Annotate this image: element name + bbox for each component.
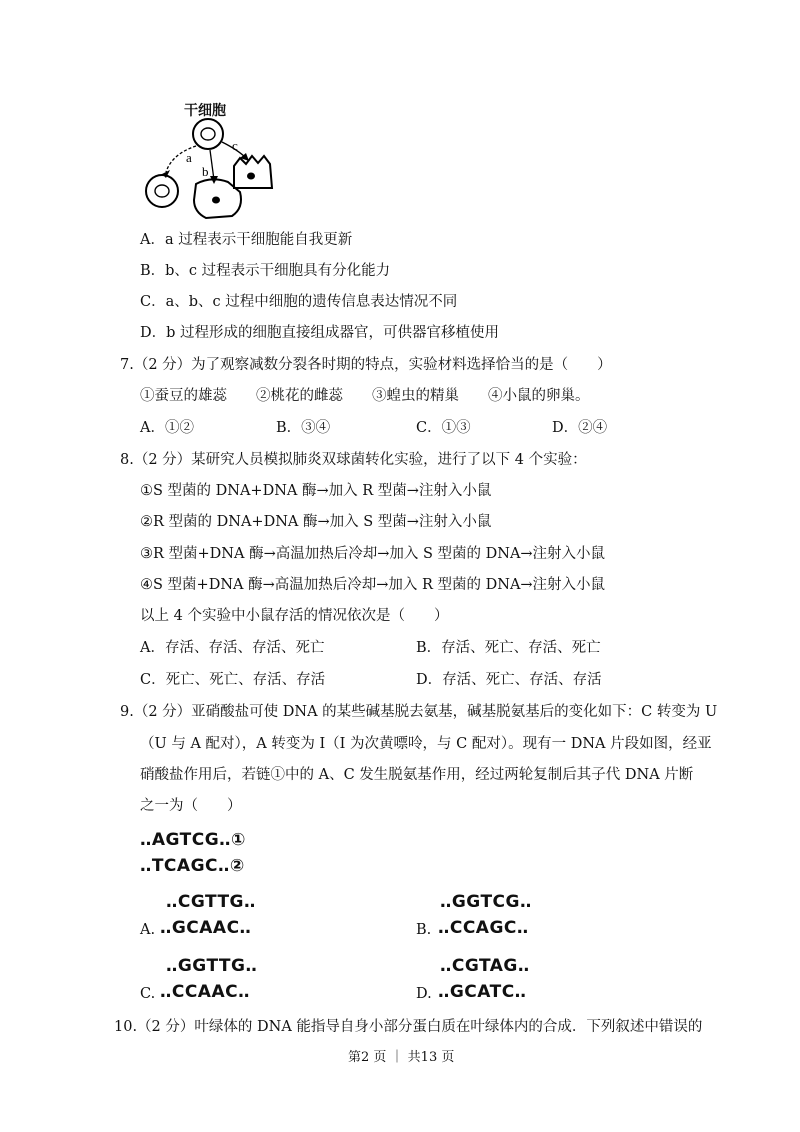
q9-line-3: 硝酸盐作用后，若链①中的 A、C 发生脱氨基作用，经过两轮复制后其子代 DNA 片断: [140, 767, 694, 783]
arrow-label-b: b: [202, 164, 209, 179]
arrow-label-c: c: [232, 138, 238, 153]
q8-option-b: B．存活、死亡、存活、死亡: [416, 640, 601, 656]
nucleus-c: [247, 173, 255, 180]
q6-option-b: B．b、c 过程表示干细胞具有分化能力: [140, 263, 391, 279]
nucleus-b: [212, 197, 220, 204]
q7-option-b: B．③④: [276, 420, 331, 436]
q7-material-1: ①蚕豆的雄蕊: [140, 388, 227, 404]
q8-option-a: A．存活、存活、存活、死亡: [140, 640, 325, 656]
stem-cell-figure: [136, 96, 286, 226]
figure-title: 干细胞: [184, 103, 226, 119]
q9-option-b-bottom: ‥CCAGC‥: [438, 918, 529, 938]
q9-option-a-top: ‥CGTTG‥: [166, 892, 256, 912]
q8-question: 以上 4 个实验中小鼠存活的情况依次是（ ）: [140, 608, 449, 624]
q9-strand-2: ‥TCAGC‥②: [140, 856, 245, 876]
q9-option-b-letter: B.: [416, 922, 432, 938]
nucleus-left: [155, 185, 169, 197]
differentiated-cell-c: [234, 156, 272, 188]
q9-option-c-top: ‥GGTTG‥: [166, 956, 258, 976]
q6-option-c: C．a、b、c 过程中细胞的遗传信息表达情况不同: [140, 294, 458, 310]
q8-experiment-1: ①S 型菌的 DNA+DNA 酶→加入 R 型菌→注射入小鼠: [140, 483, 492, 499]
q8-experiment-4: ④S 型菌+DNA 酶→高温加热后冷却→加入 R 型菌的 DNA→注射入小鼠: [140, 577, 606, 593]
q7-option-d: D．②④: [552, 420, 608, 436]
arrow-label-a: a: [186, 150, 192, 165]
arrow-b: [210, 150, 214, 180]
q8-stem: 8.（2 分）某研究人员模拟肺炎双球菌转化实验，进行了以下 4 个实验：: [120, 452, 587, 468]
nucleus-top: [201, 128, 215, 140]
q6-option-a: A．a 过程表示干细胞能自我更新: [140, 232, 353, 248]
q7-option-c: C．①③: [416, 420, 471, 436]
q7-material-2: ②桃花的雌蕊: [256, 388, 343, 404]
q8-experiment-3: ③R 型菌+DNA 酶→高温加热后冷却→加入 S 型菌的 DNA→注射入小鼠: [140, 546, 606, 562]
q8-option-d: D．存活、死亡、存活、存活: [416, 672, 602, 688]
q9-line-4: 之一为（ ）: [140, 798, 242, 814]
q7-material-4: ④小鼠的卵巢。: [488, 388, 590, 404]
q7-stem: 7.（2 分）为了观察减数分裂各时期的特点，实验材料选择恰当的是（ ）: [120, 357, 612, 373]
q9-option-d-top: ‥CGTAG‥: [440, 956, 530, 976]
stem-cell-diagram: [136, 96, 286, 226]
q10-stem: 10.（2 分）叶绿体的 DNA 能指导自身小部分蛋白质在叶绿体内的合成．下列叙述中错误的: [114, 1019, 703, 1035]
q9-option-b-top: ‥GGTCG‥: [440, 892, 532, 912]
q6-option-d: D．b 过程形成的细胞直接组成器官，可供器官移植使用: [140, 325, 500, 341]
q9-line-1: 9.（2 分）亚硝酸盐可使 DNA 的某些碱基脱去氨基，碱基脱氨基后的变化如下：C 转变为 U: [120, 704, 718, 720]
q7-material-3: ③蝗虫的精巢: [372, 388, 459, 404]
q9-option-c-bottom: ‥CCAAC‥: [160, 982, 250, 1002]
page-footer: 第2 页 ｜ 共13 页: [348, 1050, 455, 1065]
q9-option-d-bottom: ‥GCATC‥: [438, 982, 527, 1002]
q9-option-c-letter: C.: [140, 986, 156, 1002]
q9-line-2: （U 与 A 配对），A 转变为 I（I 为次黄嘌呤，与 C 配对）。现有一 DNA 片段如图，经亚: [140, 736, 712, 752]
q8-option-c: C．死亡、死亡、存活、存活: [140, 672, 326, 688]
q9-option-a-bottom: ‥GCAAC‥: [160, 918, 252, 938]
q9-strand-1: ‥AGTCG‥①: [140, 830, 246, 850]
q7-option-a: A．①②: [140, 420, 194, 436]
q8-experiment-2: ②R 型菌的 DNA+DNA 酶→加入 S 型菌→注射入小鼠: [140, 514, 492, 530]
q9-option-a-letter: A.: [140, 922, 156, 938]
q9-option-d-letter: D.: [416, 986, 432, 1002]
